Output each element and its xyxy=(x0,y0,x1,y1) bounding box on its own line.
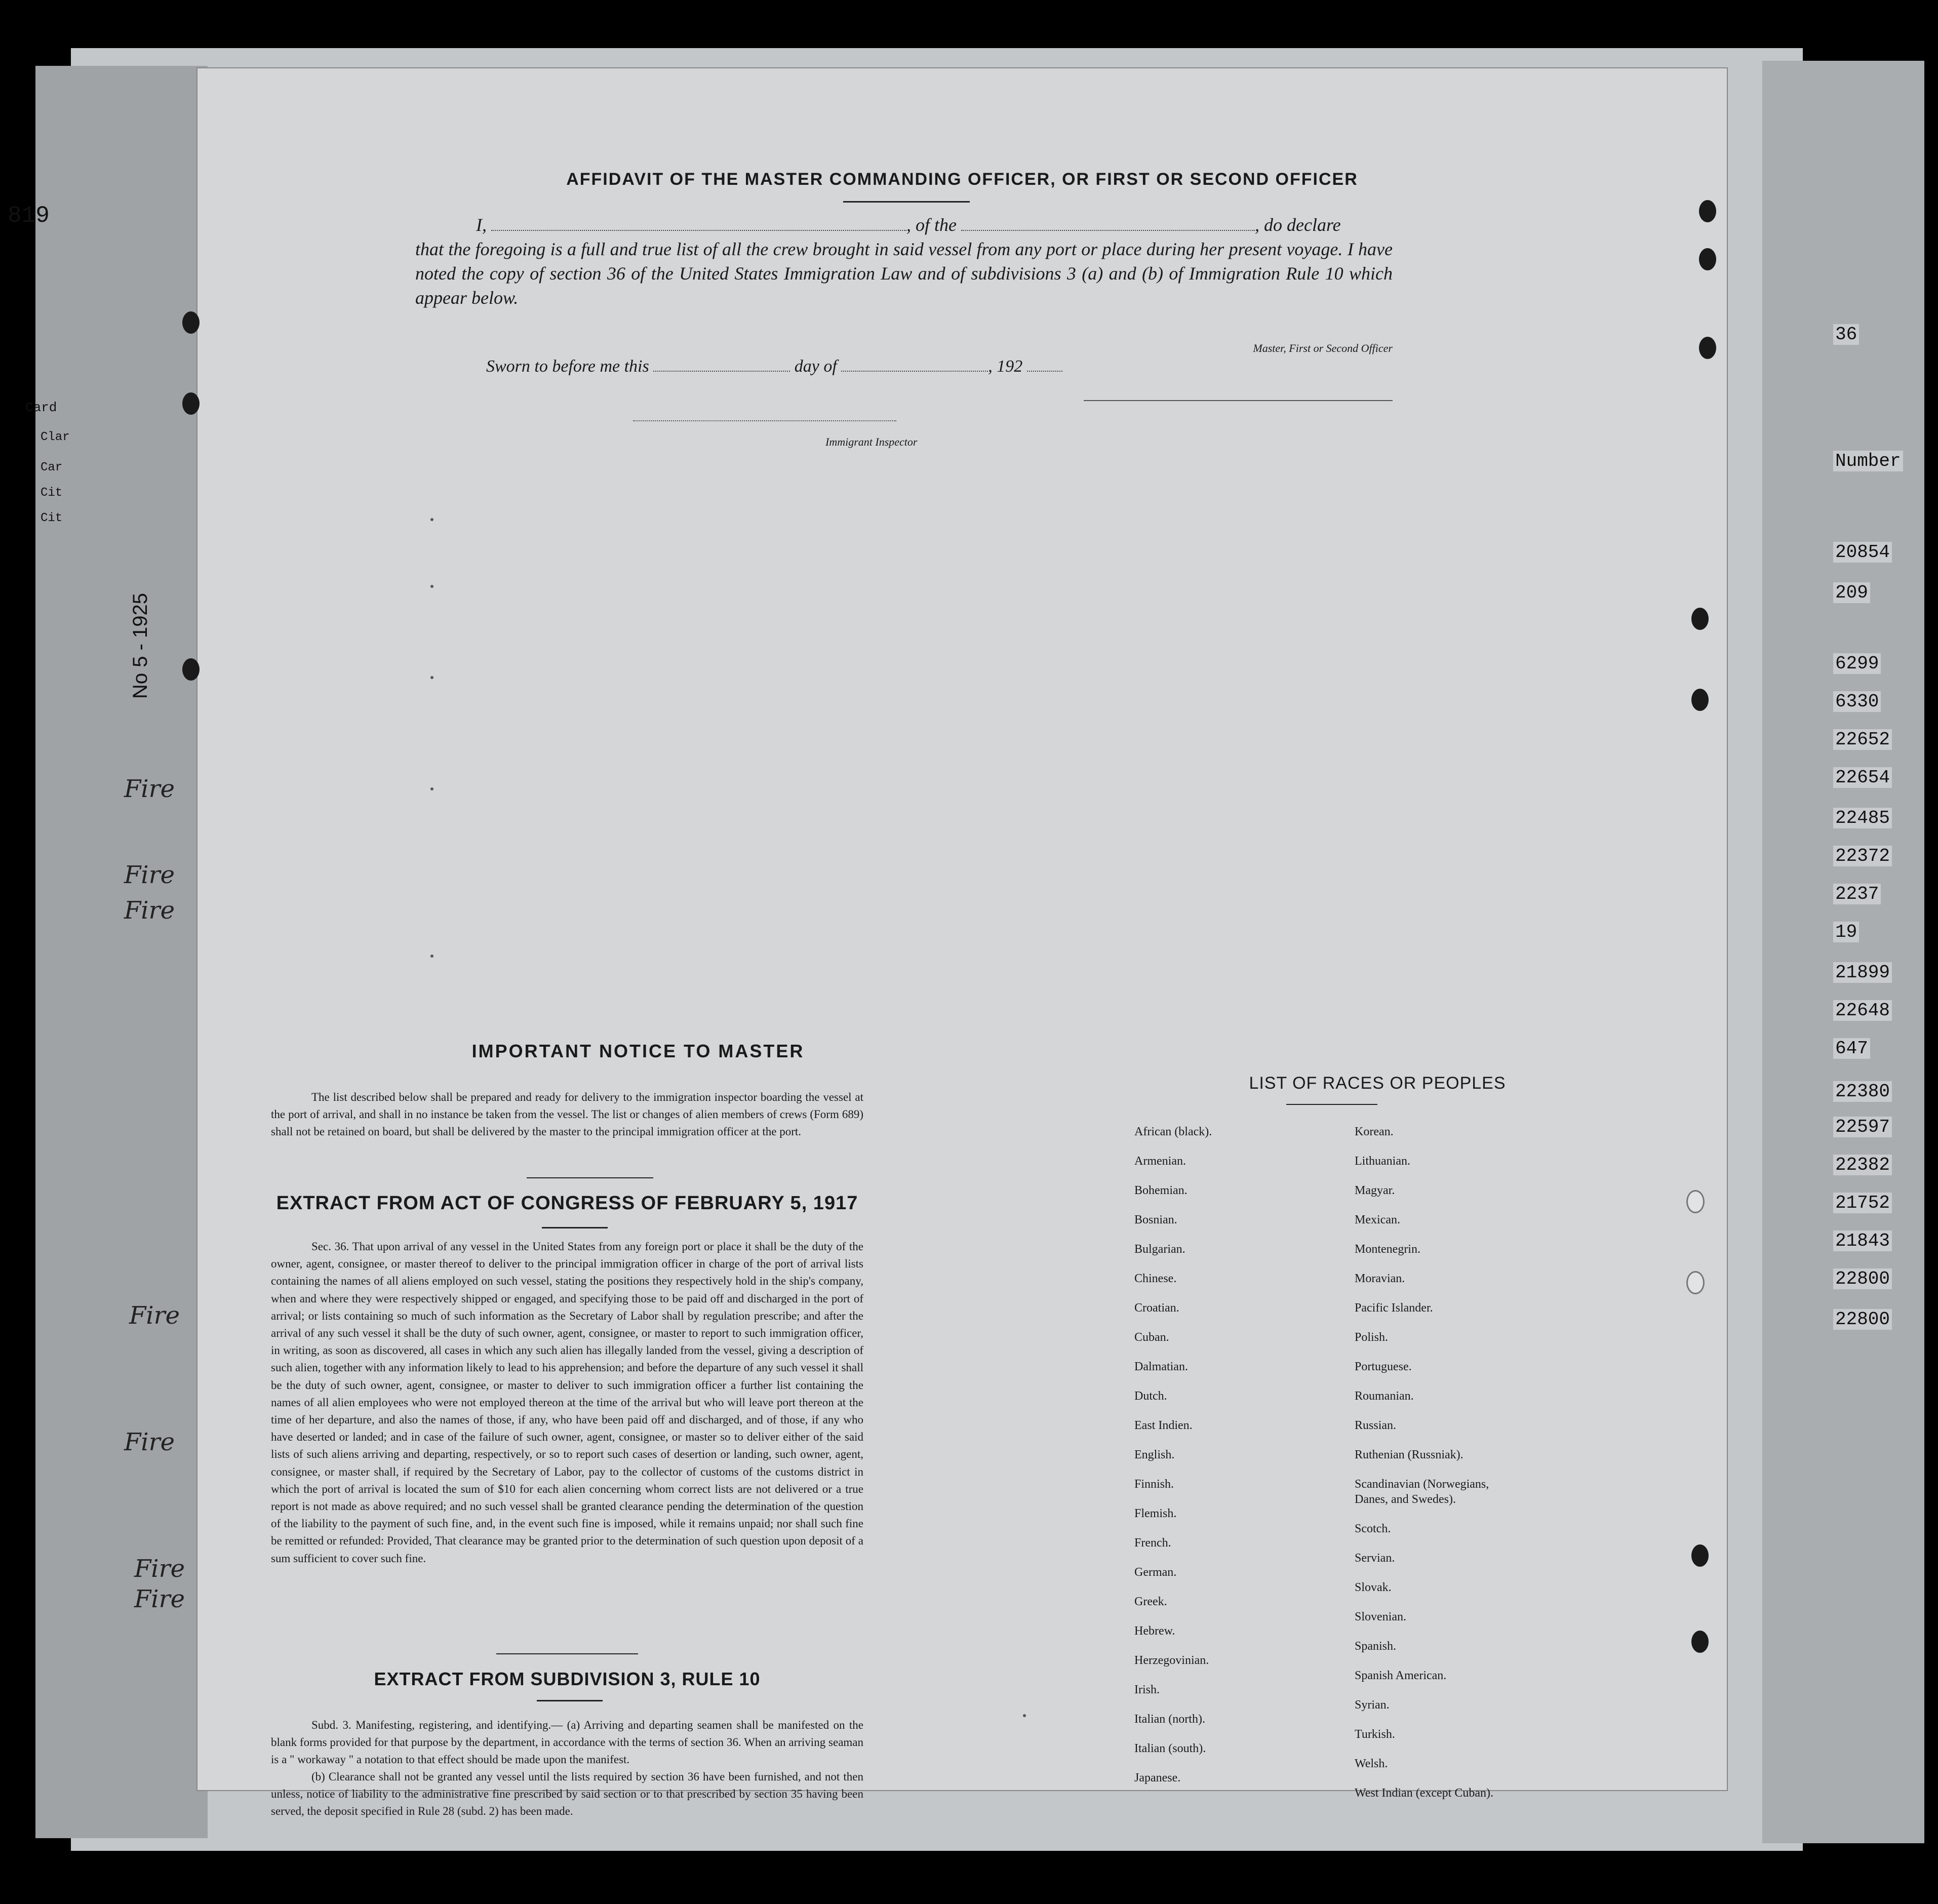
edge-card: Card xyxy=(25,400,57,415)
binder-hole xyxy=(1686,1190,1705,1213)
sworn-prefix: Sworn to before me this xyxy=(486,357,649,376)
notice-body: The list described below shall be prepared and ready for delivery to the immigration inspector boarding the vessel at the port of arrival, and shall in no instance be taken from the vessel. The list or changes of alien members of crews (Form 689) shall not be retained on board, but shall be delivered by the master to the principal immigration officer at the port. xyxy=(271,1091,863,1138)
binder-hole xyxy=(1691,1544,1709,1567)
binder-hole xyxy=(1691,608,1709,630)
race-item: Dalmatian. xyxy=(1134,1360,1188,1373)
edge-number: 20854 xyxy=(1833,542,1892,563)
race-item: Welsh. xyxy=(1355,1757,1388,1770)
binder-hole xyxy=(182,658,200,681)
races-list-column-2 xyxy=(1355,1124,1522,1815)
sworn-day-of: day of xyxy=(794,357,837,376)
race-item: Russian. xyxy=(1355,1419,1397,1432)
dot-mark xyxy=(430,518,433,521)
race-item: Spanish. xyxy=(1355,1640,1397,1653)
race-item: Slovak. xyxy=(1355,1581,1392,1594)
race-item: Cuban. xyxy=(1134,1331,1169,1344)
edge-cit-1: Cit xyxy=(41,486,63,500)
race-item: Korean. xyxy=(1355,1125,1394,1138)
affidavit-declaration-line xyxy=(415,213,1393,237)
race-item: Herzegovinian. xyxy=(1134,1654,1209,1667)
dot-mark xyxy=(430,676,433,679)
edge-number: 2237 xyxy=(1833,884,1881,904)
binder-hole xyxy=(1699,248,1716,270)
affidavit-title: AFFIDAVIT OF THE MASTER COMMANDING OFFICER, OR FIRST OR SECOND OFFICER xyxy=(566,170,1358,189)
race-item: Finnish. xyxy=(1134,1478,1174,1491)
race-item: Japanese. xyxy=(1134,1771,1181,1784)
race-item: Croatian. xyxy=(1134,1301,1179,1315)
binder-hole xyxy=(182,392,200,415)
races-list-column-1 xyxy=(1134,1124,1212,1800)
race-item: West Indian (except Cuban). xyxy=(1355,1787,1493,1800)
race-item: Scotch. xyxy=(1355,1522,1391,1535)
race-item: Mexican. xyxy=(1355,1213,1400,1226)
master-name-field[interactable] xyxy=(491,217,906,231)
race-item: Scandinavian (Norwegians, Danes, and Swedes). xyxy=(1355,1478,1489,1506)
right-edge-fragments xyxy=(1823,0,1938,1904)
handwritten-fire-5: Fire xyxy=(124,1428,175,1456)
race-item: Chinese. xyxy=(1134,1272,1177,1285)
edge-number: 22382 xyxy=(1833,1155,1892,1175)
race-item: Moravian. xyxy=(1355,1272,1405,1285)
race-item: Greek. xyxy=(1134,1595,1167,1608)
edge-number: 22800 xyxy=(1833,1309,1892,1330)
race-item: Magyar. xyxy=(1355,1184,1395,1197)
handwritten-fire-4: Fire xyxy=(129,1301,180,1330)
affidavit-text xyxy=(415,213,1393,310)
edge-number-header: Number xyxy=(1833,451,1903,471)
dot-mark xyxy=(430,787,433,790)
race-item: Spanish American. xyxy=(1355,1669,1447,1682)
master-signature-label: Master, First or Second Officer xyxy=(1253,342,1393,354)
race-item: Italian (north). xyxy=(1134,1713,1205,1726)
race-item: Dutch. xyxy=(1134,1390,1167,1403)
affidavit-do-declare: , do declare xyxy=(1254,215,1341,235)
edge-number: 19 xyxy=(1833,922,1859,942)
race-item: Polish. xyxy=(1355,1331,1389,1344)
sworn-line xyxy=(486,357,1062,376)
handwritten-fire-1: Fire xyxy=(124,775,175,803)
race-item: Turkish. xyxy=(1355,1728,1395,1741)
edge-number: 21899 xyxy=(1833,962,1892,983)
dot-mark xyxy=(430,955,433,958)
form-page xyxy=(197,68,1727,1817)
races-title: LIST OF RACES OR PEOPLES xyxy=(1249,1074,1506,1093)
extract-rule-title: EXTRACT FROM SUBDIVISION 3, RULE 10 xyxy=(374,1669,761,1689)
section-rule xyxy=(527,1177,653,1178)
stamp-date: No 5 - 1925 xyxy=(129,592,151,699)
edge-number: 647 xyxy=(1833,1038,1870,1059)
race-item: Hebrew. xyxy=(1134,1624,1175,1638)
binder-hole xyxy=(1691,1631,1709,1653)
race-item: Armenian. xyxy=(1134,1155,1186,1168)
extract-act-body: Sec. 36. That upon arrival of any vessel in the United States from any foreign port or place it shall be the duty of the owner, agent, consignee, or master thereof to deliver to the principal immigration officer in charge of the port of arrival lists containing the names of all aliens employed on such vessel, stating the positions they respectively hold in the ship's company, when and where they were respectively shipped or engaged, and specifying those to be paid off and discharged in the port of arrival; or lists containing so much of such information as the Secretary of Labor shall by regulation prescribe; and after the arrival of any such vessel it shall be the duty of such owner, agent, consignee, or master to report to such immigration officer, in writing, as soon as discovered, all cases in which any such alien has illegally landed from the vessel, giving a description of such alien, together with any information likely to lead to his apprehension; and before the departure of any such vessel it shall be the duty of such owner, agent, consignee, or master to deliver to such immigration officer a further list containing the names of all alien employees who were not employed thereon at the time of the arrival but who will leave port thereon at the time of her departure, and also the names of those, if any, who have been paid off and discharged, and of those, if any who have deserted or landed; and in case of the failure of such owner, agent, consignee, or master so to deliver either of the said lists of such aliens arriving and departing, respectively, or so to report such cases of desertion or landing, such owner, agent, consignee, or master shall, if required by the Secretary of Labor, pay to the collector of customs of the customs district in which the port of arrival is located the sum of $10 for each alien concerning whom correct lists are not delivered or a true report is not made as above required; and no such vessel shall be granted clearance pending the determination of the question of the liability to the payment of such fine, and, in the event such fine is imposed, while it remains unpaid; nor shall such fine be remitted or refunded: Provided, That clearance may be granted prior to the determination of such question upon deposit of a sum sufficient to cover such fine. xyxy=(271,1240,863,1565)
race-item: Portuguese. xyxy=(1355,1360,1412,1373)
race-item: Slovenian. xyxy=(1355,1610,1406,1623)
races-rule xyxy=(1286,1104,1377,1105)
notice-title: IMPORTANT NOTICE TO MASTER xyxy=(471,1041,805,1061)
race-item: Bohemian. xyxy=(1134,1184,1188,1197)
vessel-name-field[interactable] xyxy=(961,217,1255,231)
extract-rule-para-b: (b) Clearance shall not be granted any vessel until the lists required by section 36 have been furnished, and not then unless, notice of liability to the administrative fine prescribed by said section or to that prescribed by section 35 having been served, the deposit specified in Rule 28 (subd. 2) has been made. xyxy=(271,1770,863,1817)
edge-number: 209 xyxy=(1833,582,1870,603)
master-signature-line[interactable] xyxy=(1084,400,1393,401)
race-item: East Indien. xyxy=(1134,1419,1193,1432)
edge-number: 22648 xyxy=(1833,1000,1892,1021)
race-item: Roumanian. xyxy=(1355,1390,1414,1403)
dot-mark xyxy=(430,585,433,588)
affidavit-of-the: , of the xyxy=(906,215,957,235)
race-item: English. xyxy=(1134,1448,1175,1461)
edge-clar: Clar xyxy=(41,430,70,444)
sworn-month-field[interactable] xyxy=(841,358,988,372)
edge-number: 21752 xyxy=(1833,1193,1892,1213)
race-item: French. xyxy=(1134,1536,1171,1550)
edge-number: 22372 xyxy=(1833,846,1892,866)
left-edge-fragments xyxy=(0,0,203,1904)
handwritten-fire-6: Fire xyxy=(134,1555,185,1583)
extract-rule-body xyxy=(271,1717,863,1820)
race-item: Montenegrin. xyxy=(1355,1243,1420,1256)
edge-col-36: 36 xyxy=(1833,324,1859,345)
sworn-year: , 192 xyxy=(988,357,1023,376)
edge-number: 22652 xyxy=(1833,729,1892,750)
affidavit-i: I, xyxy=(476,215,487,235)
race-item: Irish. xyxy=(1134,1683,1160,1696)
race-item: Bulgarian. xyxy=(1134,1243,1185,1256)
race-item: Ruthenian (Russniak). xyxy=(1355,1448,1464,1461)
race-item: Syrian. xyxy=(1355,1698,1390,1712)
binder-hole xyxy=(1699,337,1716,359)
handwritten-fire-2: Fire xyxy=(124,861,175,889)
edge-number: 22597 xyxy=(1833,1117,1892,1137)
race-item: African (black). xyxy=(1134,1125,1212,1138)
edge-car: Car xyxy=(41,461,63,474)
edge-number: 22485 xyxy=(1833,808,1892,828)
race-item: Pacific Islander. xyxy=(1355,1301,1433,1315)
sworn-year-field[interactable] xyxy=(1027,358,1062,372)
race-item: Bosnian. xyxy=(1134,1213,1177,1226)
title-rule xyxy=(843,201,970,203)
race-item: German. xyxy=(1134,1566,1177,1579)
inspector-signature-line[interactable] xyxy=(633,420,896,421)
section-rule xyxy=(537,1700,603,1701)
edge-number: 819 xyxy=(8,203,50,229)
edge-number: 21843 xyxy=(1833,1231,1892,1251)
edge-number: 6330 xyxy=(1833,691,1881,712)
race-item: Flemish. xyxy=(1134,1507,1177,1520)
section-rule xyxy=(496,1653,638,1654)
affidavit-body-text: that the foregoing is a full and true list of all the crew brought in said vessel from any port or place during her present voyage. I have noted the copy of section 36 of the United States Immigration Law and of subdivisions 3 (a) and (b) of Immigration Rule 10 which appear below. xyxy=(415,239,1393,308)
dot-mark xyxy=(1023,1714,1026,1717)
binder-hole xyxy=(1686,1271,1705,1294)
race-item: Lithuanian. xyxy=(1355,1155,1410,1168)
edge-cit-2: Cit xyxy=(41,511,63,525)
handwritten-fire-3: Fire xyxy=(124,896,175,925)
section-rule xyxy=(542,1227,608,1228)
edge-number: 22800 xyxy=(1833,1268,1892,1289)
edge-number: 22654 xyxy=(1833,767,1892,788)
binder-hole xyxy=(1691,689,1709,711)
handwritten-fire-7: Fire xyxy=(134,1585,185,1613)
inspector-signature-label: Immigrant Inspector xyxy=(825,435,918,448)
extract-rule-para-a: Subd. 3. Manifesting, registering, and identifying.— (a) Arriving and departing seamen shall be manifested on the blank forms provided for that purpose by the department, in accordance with the terms of section 36. When an arriving seaman is a " workaway " a notation to that effect should be made upon the manifest. xyxy=(271,1719,863,1766)
race-item: Italian (south). xyxy=(1134,1742,1206,1755)
sworn-day-field[interactable] xyxy=(653,358,790,372)
binder-hole xyxy=(1699,200,1716,222)
race-item: Servian. xyxy=(1355,1552,1395,1565)
edge-number: 6299 xyxy=(1833,653,1881,674)
edge-number: 22380 xyxy=(1833,1081,1892,1102)
binder-hole xyxy=(182,311,200,334)
extract-act-title: EXTRACT FROM ACT OF CONGRESS OF FEBRUARY 5, 1917 xyxy=(276,1193,858,1214)
